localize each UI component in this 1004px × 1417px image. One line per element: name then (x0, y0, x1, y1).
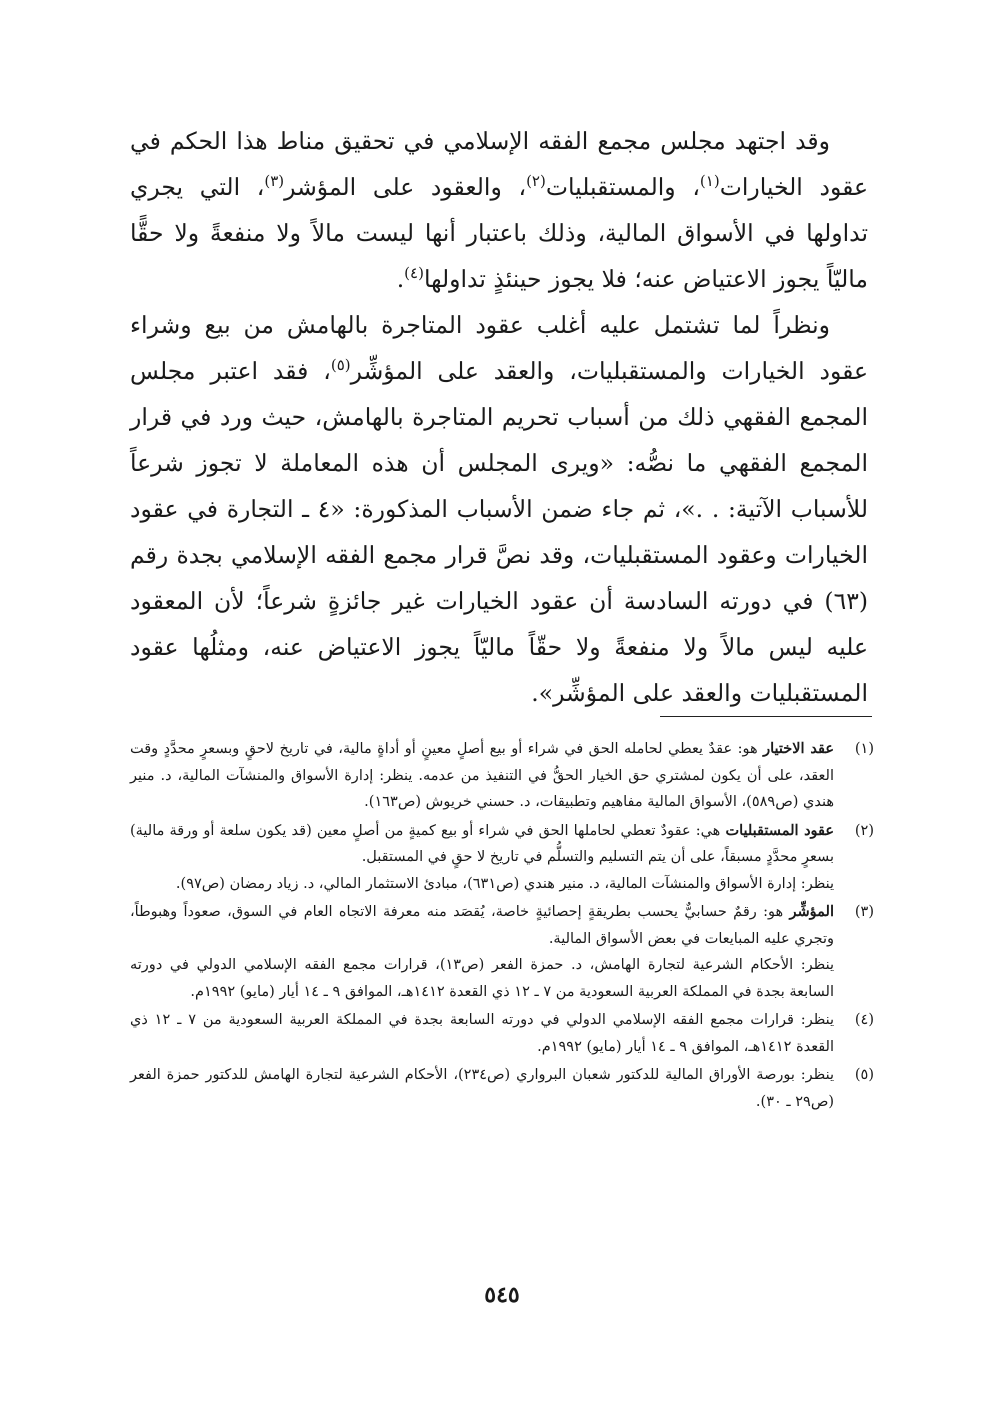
footnote-text: عقد الاختيار هو: عقدٌ يعطي لحامله الحق في شراء أو بيع أصلٍ معينٍ أو أداةٍ مالية، في تاريخ لاحقٍ وبسعرٍ محدَّدٍ وقت العقد، على أن يكون لمشتري حق الخيار الحقُّ في التنفيذ من عدمه. ينظر: إدارة الأسواق والمنشآت المالية، د. منير هندي (ص٥٨٩)، الأسواق المالية مفاهيم وتطبيقات، د. حسني خريوش (ص١٦٣). (130, 740, 834, 810)
footnote-number: (٢) (854, 822, 874, 839)
footnote-text: عقود المستقبليات هي: عقودٌ تعطي لحاملها الحق في شراء أو بيع كميةٍ من أصلٍ معين (قد يكون سلعة أو ورقة مالية) بسعرٍ محدَّدٍ مسبقاً، على أن يتم التسليم والتسلُّم في تاريخ لا حقٍ في المستقبل. ينظر: إدارة الأسواق والمنشآت المالية، د. منير هندي (ص٦٣١)، مبادئ الاستثمار المالي، د. زياد رمضان (ص٩٧). (130, 821, 835, 892)
paragraph-1: وقد اجتهد مجلس مجمع الفقه الإسلامي في تحقيق مناط هذا الحكم في عقود الخيارات$^{(١)}$، والمستقبليات$^{(٢)}$، والعقود على المؤشر$^{(٣)}$، التي يجري تداولها في الأسواق المالية، وذلك باعتبار أنها ليست مالاً ولا منفعةً ولا حقًّا ماليّاً يجوز الاعتياض عنه؛ فلا يجوز حينئذٍ تداولها$^{(٤)}$. (130, 127, 868, 293)
footnote-5 (130, 1062, 874, 1115)
footnotes (130, 736, 874, 1117)
footnote-text: ينظر: بورصة الأوراق المالية للدكتور شعبان البرواري (ص٢٣٤)، الأحكام الشرعية لتجارة الهامش للدكتور حمزة الفعر (ص٢٩ ـ ٣٠). (130, 1067, 834, 1110)
footnote-3 (130, 899, 874, 1005)
footnote-text: ينظر: قرارات مجمع الفقه الإسلامي الدولي في دورته السابعة بجدة في المملكة العربية السعودية من ٧ ـ ١٢ ذي القعدة ١٤١٢هـ، الموافق ٩ ـ ١٤ أيار (مايو) ١٩٩٢م. (130, 1012, 835, 1055)
footnote-ref-1[interactable]: (١) (699, 172, 720, 191)
footnote-number: (٣) (854, 904, 874, 920)
footnote-text: المؤشِّر هو: رقمٌ حسابيٌّ يحسب بطريقةٍ إحصائيةٍ خاصة، يُقصَد منه معرفة الاتجاه العام في السوق، صعوداً وهبوطاً، وتجري عليه المبايعات في بعض الأسواق المالية. ينظر: الأحكام الشرعية لتجارة الهامش، د. حمزة الفعر (ص١٣)، قرارات مجمع الفقه الإسلامي الدولي في دورته السابعة بجدة في المملكة العربية السعودية من ٧ ـ ١٢ ذي القعدة ١٤١٢هـ، الموافق ٩ ـ ١٤ أيار (مايو) ١٩٩٢م. (130, 903, 834, 1000)
footnote-ref-2[interactable]: (٢) (526, 172, 546, 191)
footnote-2 (130, 818, 874, 898)
main-text (130, 118, 868, 716)
footnote-ref-4[interactable]: (٤) (404, 264, 424, 283)
footnote-number: (١) (854, 741, 874, 757)
footnote-4 (130, 1007, 874, 1060)
paragraph-2: ونظراً لما تشتمل عليه أغلب عقود المتاجرة بالهامش من بيع وشراء عقود الخيارات والمستقبليات، والعقد على المؤشِّر$^{(٥)}$، فقد اعتبر مجلس المجمع الفقهي ذلك من أسباب تحريم المتاجرة بالهامش، حيث ورد في قرار المجمع الفقهي ما نصُّه: «ويرى المجلس أن هذه المعاملة لا تجوز شرعاً للأسباب الآتية: . .»، ثم جاء ضمن الأسباب المذكورة: «٤ ـ التجارة في عقود الخيارات وعقود المستقبليات، وقد نصَّ قرار مجمع الفقه الإسلامي بجدة رقم (٦٣) في دورته السادسة أن عقود الخيارات غير جائزةٍ شرعاً؛ لأن المعقود عليه ليس مالاً ولا منفعةً ولا حقّاً ماليّاً يجوز الاعتياض عنه، ومثلُها عقود المستقبليات والعقد على المؤشِّر». (130, 311, 868, 707)
footnote-ref-5[interactable]: (٥) (330, 356, 351, 375)
page-number: ٥٤٥ (484, 1282, 520, 1308)
footnote-term: المؤشِّر (789, 903, 834, 920)
footnote-1 (130, 736, 874, 816)
footnote-divider (660, 716, 872, 717)
footnote-term: عقد الاختيار (763, 740, 834, 757)
footnote-ref-3[interactable]: (٣) (264, 172, 285, 191)
footnote-term: عقود المستقبليات (725, 821, 835, 839)
footnote-number: (٥) (854, 1067, 874, 1083)
footnote-number: (٤) (854, 1012, 874, 1028)
